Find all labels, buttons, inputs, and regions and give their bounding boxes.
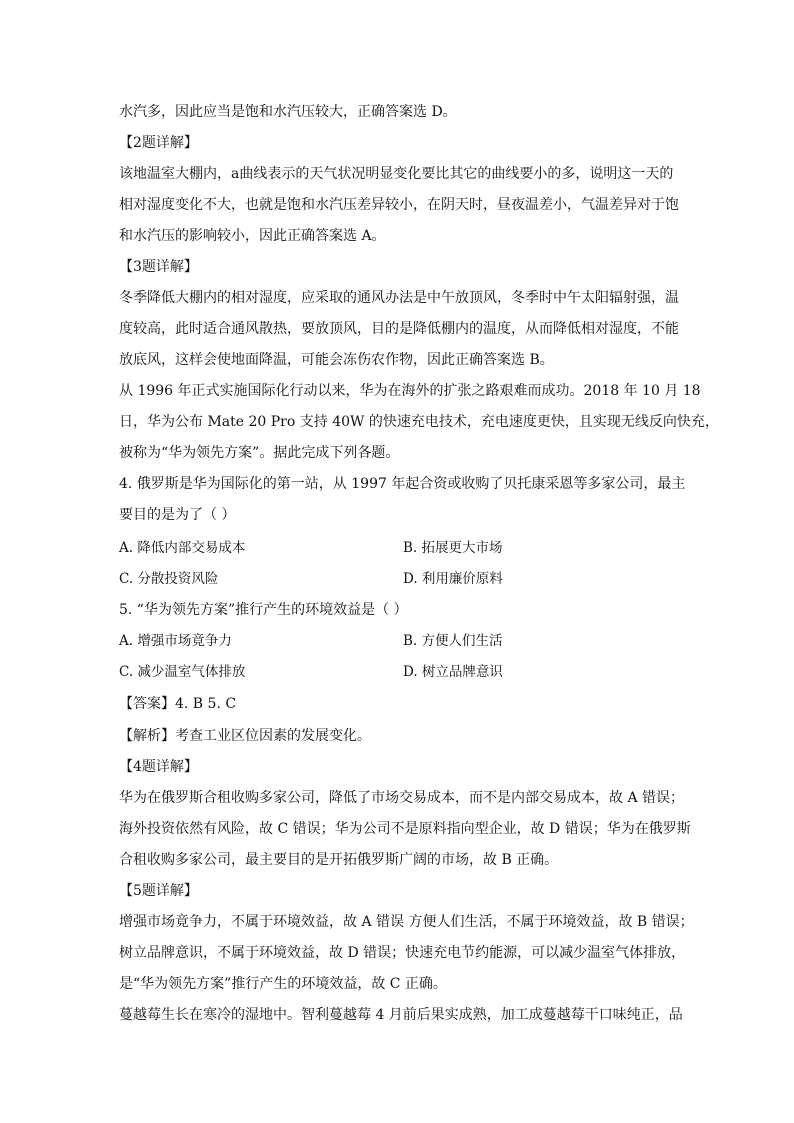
- text-line: 和水汽压的影响较小，因此正确答案选 A。: [119, 228, 386, 244]
- q5-option-d: D. 树立品牌意识: [403, 664, 503, 680]
- question-stem: 4. 俄罗斯是华为国际化的第一站，从 1997 年起合资或收购了贝托康采恩等多家公司，最主: [119, 476, 686, 492]
- text-line: 增强市场竟争力，不属于环境效益，故 A 错误 方便人们生活，不属于环境效益，故 B 错误；: [119, 914, 694, 930]
- text-line: 海外投资依然有风险，故 C 错误；华为公司不是原料指向型企业，故 D 错误；华为在俄罗斯: [119, 821, 691, 837]
- text-line: 从 1996 年正式实施国际化行动以来，华为在海外的扩张之路艰难而成功。2018 年 10 月 18: [119, 383, 701, 399]
- q4-option-c: C. 分散投资风险: [119, 571, 219, 587]
- text-line: 放底风，这样会使地面降温，可能会冻伤农作物，因此正确答案选 B。: [119, 352, 554, 368]
- question-stem: 5. “华为领先方案”推行产生的环境效益是（ ）: [119, 602, 408, 618]
- text-line: 华为在俄罗斯合租收购多家公司，降低了市场交易成本，而不是内部交易成本，故 A 错误；: [119, 790, 685, 806]
- section-heading: 【3题详解】: [119, 259, 198, 275]
- q5-option-c: C. 减少温室气体排放: [119, 664, 246, 680]
- text-line: 蔓越莓生长在寒冷的湿地中。智利蔓越莓 4 月前后果实成熟，加工成蔓越莓干口味纯正，品: [119, 1007, 683, 1023]
- section-heading: 【2题详解】: [119, 135, 198, 151]
- text-line: 冬季降低大棚内的相对湿度，应采取的通风办法是中午放顶风，冬季时中午太阳辐射强，温: [119, 290, 679, 306]
- text-line: 是“华为领先方案”推行产生的环境效益，故 C 正确。: [119, 976, 447, 992]
- text-line: 日，华为公布 Mate 20 Pro 支持 40W 的快速充电技术，充电速度更快，且实现无线反向快充，: [119, 414, 719, 430]
- q4-option-a: A. 降低内部交易成本: [119, 540, 246, 556]
- analysis-line: 【解析】考查工业区位因素的发展变化。: [119, 728, 371, 744]
- question-stem: 要目的是为了（ ）: [119, 507, 236, 523]
- text-line: 水汽多，因此应当是饱和水汽压较大，正确答案选 D。: [119, 104, 457, 120]
- q4-option-d: D. 利用廉价原料: [403, 571, 503, 587]
- text-line: 该地温室大棚内，a曲线表示的天气状况明显变化要比其它的曲线要小的多，说明这一天的: [119, 166, 674, 182]
- text-line: 度较高，此时适合通风散热，要放顶风，目的是降低棚内的温度，从而降低相对湿度，不能: [119, 321, 679, 337]
- text-line: 合租收购多家公司，最主要目的是开拓俄罗斯广阔的市场，故 B 正确。: [119, 852, 559, 868]
- text-line: 相对湿度变化不大，也就是饱和水汽压差异较小，在阴天时，昼夜温差小，气温差异对于饱: [119, 197, 679, 213]
- q4-option-b: B. 拓展更大市场: [403, 540, 503, 556]
- text-line: 被称为“华为领先方案”。据此完成下列各题。: [119, 445, 400, 461]
- q5-option-a: A. 增强市场竟争力: [119, 633, 232, 649]
- text-line: 树立品牌意识，不属于环境效益，故 D 错误；快速充电节约能源，可以减少温室气体排放，: [119, 945, 686, 961]
- answer-line: 【答案】4. B 5. C: [119, 696, 237, 712]
- section-heading: 【4题详解】: [119, 759, 198, 775]
- section-heading: 【5题详解】: [119, 883, 198, 899]
- q5-option-b: B. 方便人们生活: [403, 633, 503, 649]
